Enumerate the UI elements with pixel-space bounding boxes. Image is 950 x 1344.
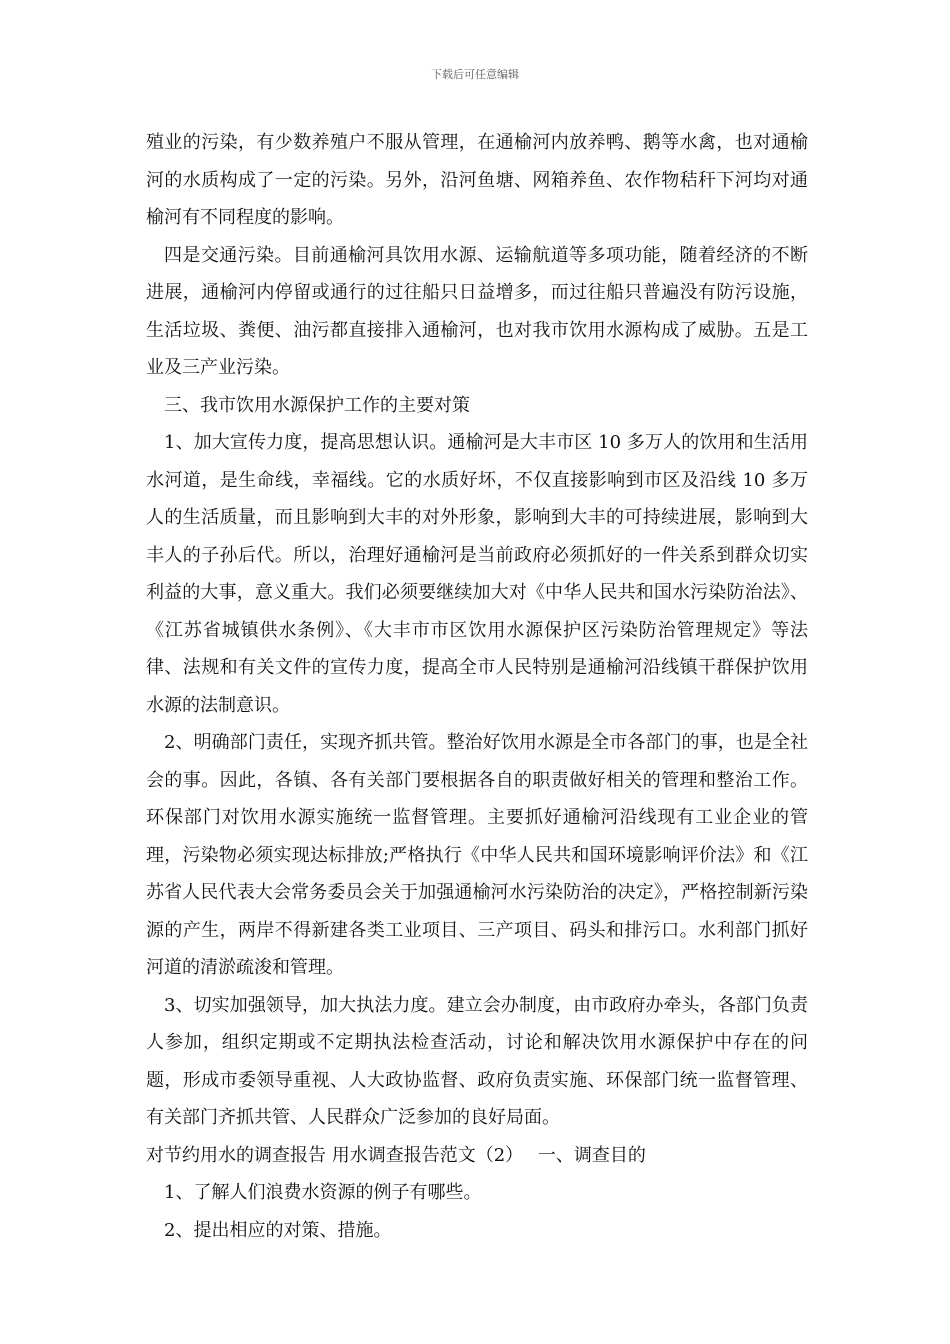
paragraph-5: 2、明确部门责任，实现齐抓共管。整治好饮用水源是全市各部门的事，也是全社会的事。因此，各镇、各有关部门要根据各自的职责做好相关的管理和整治工作。环保部门对饮用水源实施统一监督管理。主要抓好通榆河沿线现有工业企业的管理，污染物必须实现达标排放;严格执行《中华人民共和国环境影响评价法》和《江苏省人民代表大会常务委员会关于加强通榆河水污染防治的决定》，严格控制新污染源的产生，两岸不得新建各类工业项目、三产项目、码头和排污口。水利部门抓好河道的清淤疏浚和管理。 <box>146 732 808 978</box>
paragraph-1: 殖业的污染，有少数养殖户不服从管理，在通榆河内放养鸭、鹅等水禽，也对通榆河的水质构成了一定的污染。另外，沿河鱼塘、网箱养鱼、农作物秸秆下河均对通榆河有不同程度的影响。 <box>146 132 808 228</box>
paragraph-2: 四是交通污染。目前通榆河具饮用水源、运输航道等多项功能，随着经济的不断进展，通榆河内停留或通行的过往船只日益增多，而过往船只普遍没有防污设施，生活垃圾、粪便、油污都直接排入通榆河，也对我市饮用水源构成了威胁。五是工业及三产业污染。 <box>146 244 808 378</box>
page-header-note: 下载后可任意编辑 <box>431 68 519 81</box>
section-heading: 三、我市饮用水源保护工作的主要对策 <box>164 394 470 416</box>
document-body <box>146 124 808 1249</box>
paragraph-4: 1、加大宣传力度，提高思想认识。通榆河是大丰市区 10 多万人的饮用和生活用水河道，是生命线，幸福线。它的水质好坏，不仅直接影响到市区及沿线 10 多万人的生活质量，而且影响到大丰的对外形象，影响到大丰的可持续进展，影响到大丰人的子孙后代。所以，治理好通榆河是当前政府必须抓好的一件关系到群众切实利益的大事，意义重大。我们必须要继续加大对《中华人民共和国水污染防治法》、《江苏省城镇供水条例》、《大丰市市区饮用水源保护区污染防治管理规定》等法律、法规和有关文件的宣传力度，提高全市人民特别是通榆河沿线镇干群保护饮用水源的法制意识。 <box>146 432 808 716</box>
paragraph-6: 3、切实加强领导，加大执法力度。建立会办制度，由市政府办牵头，各部门负责人参加，组织定期或不定期执法检查活动，讨论和解决饮用水源保护中存在的问题，形成市委领导重视、人大政协监督、政府负责实施、环保部门统一监督管理、有关部门齐抓共管、人民群众广泛参加的良好局面。 <box>146 994 808 1128</box>
list-item-2: 2、提出相应的对策、措施。 <box>164 1219 392 1241</box>
list-item-1: 1、了解人们浪费水资源的例子有哪些。 <box>164 1182 482 1203</box>
report-title-line: 对节约用水的调查报告 用水调查报告范文（2） 一、调查目的 <box>146 1144 646 1166</box>
